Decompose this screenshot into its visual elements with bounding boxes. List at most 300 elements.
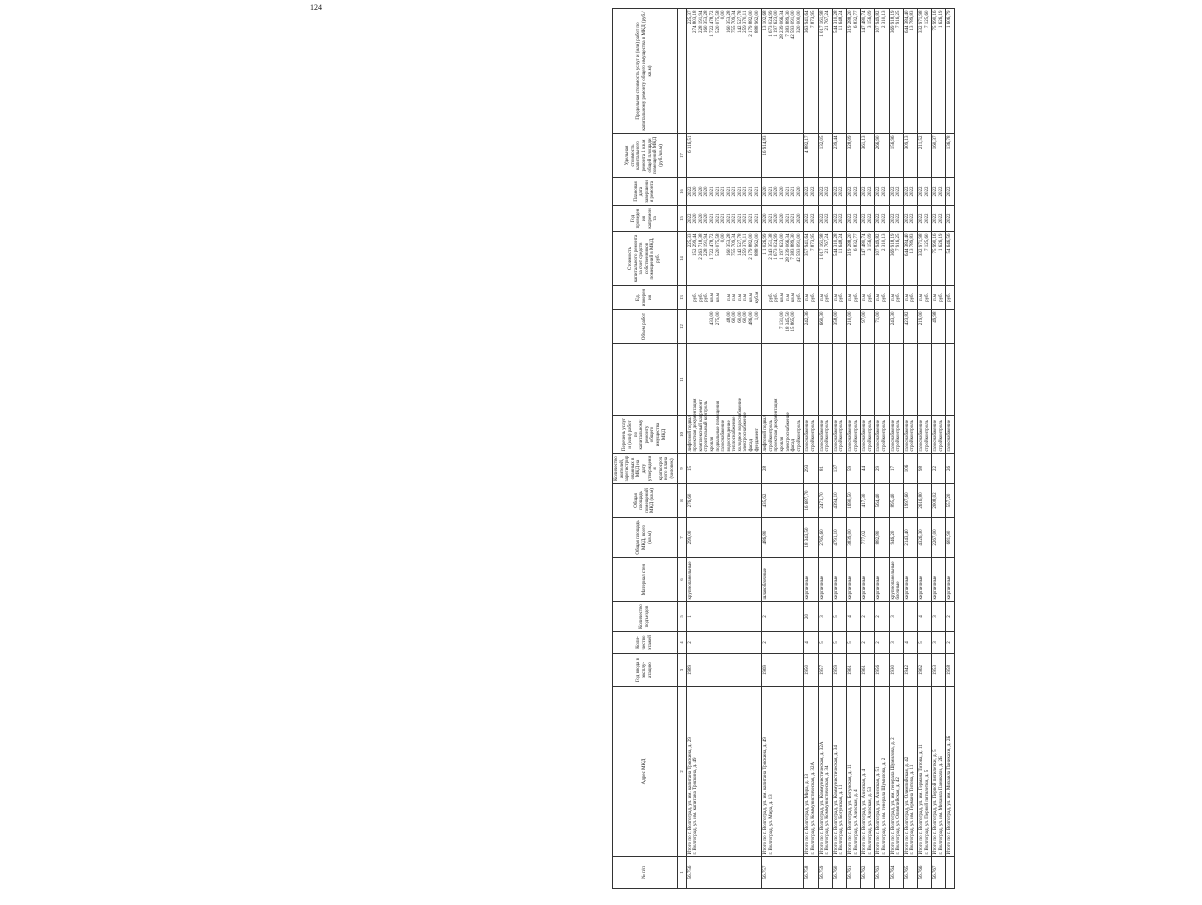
unit-line: п.м — [904, 293, 910, 302]
unit-line: п.м — [890, 293, 896, 302]
repair-year — [861, 206, 875, 232]
works-list-line: стройконтроль — [896, 420, 902, 452]
repair-cost-line: 42 593 091,00 — [796, 233, 802, 263]
plan-date-line: 2022 — [825, 186, 831, 197]
year-built: 1957 — [818, 654, 832, 687]
works-list-line: фасад — [791, 438, 797, 452]
work-volume-line: 486,00 — [749, 311, 755, 326]
plan-date-line: 2022 — [867, 186, 873, 197]
works-list-line: электроснабжение — [743, 412, 749, 452]
unit — [686, 286, 762, 310]
column-number: 11 — [677, 344, 686, 416]
unit — [846, 286, 860, 310]
limit-cost — [903, 9, 917, 134]
works-list — [903, 416, 917, 454]
works-list-line: фундамент — [754, 428, 760, 452]
empty-cell — [917, 344, 931, 416]
address-cell — [875, 687, 889, 857]
plan-date-line: 2021 — [732, 186, 738, 197]
table-row — [917, 9, 931, 889]
repair-cost-line: 3 156,09 — [867, 233, 873, 251]
repair-year-line: 2021 — [726, 213, 732, 224]
floors: 3 — [932, 632, 946, 654]
plan-date-line: 2022 — [896, 186, 902, 197]
wall-material: кирпичные — [932, 558, 946, 602]
plan-date — [832, 178, 846, 206]
repair-cost-line: 6 832,77 — [853, 233, 859, 251]
header-cell: Удельная стоимость капитального ремонта 1 кв.м общей площади помещений МКД (руб./кв.м) — [613, 134, 678, 178]
work-volume-line: 60,00 — [737, 311, 743, 323]
limit-cost — [861, 9, 875, 134]
unit-line: кв.м — [780, 292, 786, 303]
plan-date-line: 2020 — [780, 186, 786, 197]
plan-date-line: 2020 — [796, 186, 802, 197]
repair-year-line: 2020 — [698, 213, 704, 224]
plan-date-line: 2022 — [847, 186, 853, 197]
residents: 98 — [917, 454, 931, 484]
work-volume-line — [797, 312, 803, 342]
limit-cost — [846, 9, 860, 134]
entrances: 1 — [686, 602, 762, 632]
repair-cost-line: 7 125,60 — [924, 233, 930, 251]
works-list-line: газоснабжение — [819, 419, 825, 452]
works-list — [875, 416, 889, 454]
work-volume-line: 242,36 — [805, 311, 811, 326]
unit-cost: 4 882,17 — [804, 134, 818, 178]
work-volume — [804, 310, 818, 344]
column-number: 7 — [677, 518, 686, 558]
residents: 293 — [804, 454, 818, 484]
repair-year-line: 2020 — [704, 213, 710, 224]
repair-year-line: 2022 — [904, 213, 910, 224]
limit-cost-line: 75 990,16 — [933, 10, 939, 31]
address-cell — [889, 687, 903, 857]
repair-year-line: 2022 — [862, 213, 868, 224]
rotated-table-container — [612, 9, 1202, 889]
repair-cost-line: 2 310,13 — [881, 233, 887, 251]
address-cell — [686, 687, 762, 857]
works-list-line: газоснабжение — [933, 419, 939, 452]
limit-cost-line: 11 648,24 — [839, 10, 845, 31]
limit-cost-line: 644 384,40 — [904, 10, 910, 33]
work-volume — [818, 310, 832, 344]
unit-line: руб. — [947, 293, 953, 302]
rooms-area: 2616,80 — [917, 484, 931, 518]
header-cell: Коли-чество этажей — [613, 632, 678, 654]
table-row — [762, 9, 804, 889]
wall-material: кирпичные — [818, 558, 832, 602]
limit-cost — [932, 9, 946, 134]
address-cell-line: Итого по г. Волгоград, ул. Коммунистическая, д. 34 — [833, 745, 839, 855]
repair-cost-line: 11 648,24 — [839, 233, 845, 254]
work-volume-line — [947, 312, 953, 342]
unit-line: руб. — [704, 293, 710, 302]
plan-date — [946, 178, 955, 206]
works-list-line: подвальные помещения — [715, 400, 721, 452]
plan-date-line: 2021 — [785, 186, 791, 197]
work-volume-line — [825, 312, 831, 342]
works-list-line: стройконтроль — [811, 420, 816, 452]
limit-cost — [832, 9, 846, 134]
limit-cost-line: 755 709,34 — [732, 10, 738, 33]
unit-line: п.м — [918, 293, 924, 302]
address-cell-line: Итого по г. Волгоград, ул. Азизская, д. 4 — [862, 769, 868, 855]
floors: 2 — [861, 632, 875, 654]
unit-line: руб. — [774, 293, 780, 302]
limit-cost-line: 13 789,83 — [910, 10, 916, 31]
repair-cost — [846, 232, 860, 286]
unit-line: кв.м — [749, 292, 755, 303]
works-list-line: лифтовой подвал — [763, 415, 769, 452]
column-number: 13 — [677, 286, 686, 310]
repair-year-line: 2022 — [876, 213, 882, 224]
work-volume-line — [910, 312, 916, 342]
repair-year-line: 2022 — [687, 213, 693, 224]
works-list-line: стройконтроль — [938, 420, 944, 452]
row-number: 56.766 — [917, 857, 931, 889]
unit-line: руб. — [693, 293, 699, 302]
unit-line: руб. — [811, 293, 816, 302]
header-cell: Плановая дата завершения ремонта — [613, 178, 678, 206]
header-cell: Стоимость капитального ремонта за счет средств собственников помещений в МКД, руб. — [613, 232, 678, 286]
repair-cost — [875, 232, 889, 286]
column-number: 6 — [677, 558, 686, 602]
plan-date — [917, 178, 931, 206]
work-volume-line: 71,00 — [876, 311, 882, 323]
works-list — [889, 416, 903, 454]
entrances: 2 — [946, 602, 955, 632]
repair-year-line: 2021 — [715, 213, 721, 224]
works-list — [861, 416, 875, 454]
plan-date — [686, 178, 762, 206]
repair-cost-line: 142 527,78 — [737, 233, 743, 256]
limit-cost-line: 147 480,74 — [862, 10, 868, 33]
limit-cost-line: 369 918,19 — [890, 10, 896, 33]
year-built: 1961 — [846, 654, 860, 687]
repair-cost — [861, 232, 875, 286]
column-number: 4 — [677, 632, 686, 654]
repair-cost-line: 7 873,95 — [811, 233, 816, 251]
repair-year-line: 2022 — [839, 213, 845, 224]
limit-cost-line: 332 971,98 — [918, 10, 924, 33]
plan-date-line: 2022 — [938, 186, 944, 197]
unit-line: руб. — [825, 293, 831, 302]
repair-cost — [903, 232, 917, 286]
works-list — [932, 416, 946, 454]
year-built: 1969 — [762, 654, 804, 687]
work-volume-line: 243,30 — [890, 311, 896, 326]
address-cell-line: Итого по г. Волгоград, ул. Мира, д. 13 — [805, 774, 811, 855]
unit-line: руб. — [698, 293, 704, 302]
repair-year-line: 2020 — [796, 213, 802, 224]
unit-line: п.м — [847, 293, 853, 302]
repair-year-line: 2021 — [791, 213, 797, 224]
entrances: 3 — [889, 602, 903, 632]
repair-year — [762, 206, 804, 232]
limit-cost-line: 1 606,79 — [947, 10, 953, 28]
works-list-line: газоснабжение — [904, 419, 910, 452]
residents: 137 — [832, 454, 846, 484]
works-list-line: стройконтроль — [924, 420, 930, 452]
floors: 5 — [917, 632, 931, 654]
address-cell — [917, 687, 931, 857]
residents: 15 — [686, 454, 762, 484]
repair-cost-line: 13 789,83 — [910, 233, 916, 254]
entrances — [903, 602, 917, 632]
row-number: 56.761 — [846, 857, 860, 889]
plan-date — [861, 178, 875, 206]
repair-cost-line: 225,33 — [687, 233, 693, 248]
row-number: 56.767 — [932, 857, 946, 889]
repair-year-line: 2021 — [768, 213, 774, 224]
unit-line: руб. — [867, 293, 873, 302]
works-list — [804, 416, 818, 454]
total-area: 486,80 — [762, 518, 804, 558]
repair-cost-line: 7 383 889,30 — [791, 233, 797, 260]
unit-line: п.м — [833, 293, 839, 302]
works-list-line: стройконтроль — [796, 420, 802, 452]
column-number: 14 — [677, 232, 686, 286]
unit-line: п.м — [819, 293, 825, 302]
repair-cost — [946, 232, 955, 286]
residents: 44 — [861, 454, 875, 484]
limit-cost-line: 7 383 889,30 — [785, 10, 791, 37]
repair-year-line: 2021 — [709, 213, 715, 224]
repair-cost — [917, 232, 931, 286]
header-cell: Количество жителей, зарегистрированных в МКД на дату утверждения краткосрочного плана (человек) — [613, 454, 678, 484]
table-row — [875, 9, 889, 889]
plan-date-line: 2022 — [805, 186, 811, 197]
floors: 5 — [846, 632, 860, 654]
plan-date-line: 2020 — [704, 186, 710, 197]
limit-cost — [917, 9, 931, 134]
plan-date — [875, 178, 889, 206]
repair-cost-line: 0,00 — [721, 233, 727, 243]
limit-cost-line: 888 962,00 — [754, 10, 760, 33]
rooms-area: 1997,60 — [903, 484, 917, 518]
header-cell: Предельная стоимость услуг и (или) работ по капитальному ремонту общего имущества в МКД (руб./кв.м) — [613, 9, 678, 134]
works-list — [818, 416, 832, 454]
repair-year — [832, 206, 846, 232]
limit-cost-line: 274 803,18 — [693, 10, 699, 33]
repair-cost-line: 160 353,28 — [726, 233, 732, 256]
unit-cost: 6 116,51 — [686, 134, 762, 178]
unit-cost: 266,90 — [875, 134, 889, 178]
repair-cost-line: 544 310,28 — [833, 233, 839, 256]
work-volume-line: 97,00 — [862, 311, 868, 323]
works-list-line: газоснабжение — [918, 419, 924, 452]
works-list — [917, 416, 931, 454]
unit-line: руб. — [839, 293, 845, 302]
limit-cost-line: 1 017 161,98 — [819, 10, 825, 37]
plan-date-line: 2021 — [754, 186, 760, 197]
entrances: 5 — [832, 602, 846, 632]
column-number: 17 — [677, 134, 686, 178]
plan-date — [932, 178, 946, 206]
floors: 4 — [903, 632, 917, 654]
address-cell — [861, 687, 875, 857]
works-list-line: кровля — [709, 436, 715, 452]
repair-year-line: 2021 — [785, 213, 791, 224]
wall-material: крупнопанельные блочные — [889, 558, 903, 602]
plan-date-line: 2022 — [853, 186, 859, 197]
entrances: 2 — [762, 602, 804, 632]
works-list-line: водоотведение — [726, 420, 732, 452]
unit-line: кв.м — [715, 292, 721, 303]
limit-cost-line: 28 239 066,34 — [780, 10, 786, 40]
repair-year-line: 2020 — [780, 213, 786, 224]
work-volume-line: 60,00 — [732, 311, 738, 323]
repair-year — [917, 206, 931, 232]
unit — [818, 286, 832, 310]
repair-year-line: 2022 — [938, 213, 944, 224]
table-row — [889, 9, 903, 889]
work-volume-line: 358,00 — [833, 311, 839, 326]
residents: 17 — [889, 454, 903, 484]
rooms-area: 417,30 — [861, 484, 875, 518]
column-number: 15 — [677, 206, 686, 232]
column-number: 5 — [677, 602, 686, 632]
work-volume — [903, 310, 917, 344]
floors: 3 — [889, 632, 903, 654]
entrances: 20 — [804, 602, 818, 632]
plan-date — [818, 178, 832, 206]
residents: 29 — [875, 454, 889, 484]
repair-year-line: 2022 — [933, 213, 939, 224]
unit-cost: 309,13 — [903, 134, 917, 178]
repair-cost-line: 152 299,44 — [693, 233, 699, 256]
limit-cost-line: 160 353,28 — [726, 10, 732, 33]
year-built: 1958 — [946, 654, 955, 687]
unit-line: руб. — [924, 293, 930, 302]
address-cell-line: г. Волгоград, ул. Коммунистическая, д. 34 — [825, 765, 831, 855]
address-cell — [846, 687, 860, 857]
work-volume-line: 18 345,50 — [785, 311, 791, 332]
work-volume — [917, 310, 931, 344]
work-volume-line: 60,00 — [743, 311, 749, 323]
work-volume-line: 433,00 — [709, 311, 715, 326]
repair-cost-line: 888 962,00 — [754, 233, 760, 256]
repair-cost-line: 520 075,58 — [715, 233, 721, 256]
empty-cell — [932, 344, 946, 416]
works-list-line: газоснабжение — [721, 419, 727, 452]
limit-cost-line: 2 179 882,00 — [749, 10, 755, 37]
unit — [946, 286, 955, 310]
repair-cost — [832, 232, 846, 286]
header-cell: Год ввода в эксплу-атацию — [613, 654, 678, 687]
repair-year-line: 2022 — [947, 213, 953, 224]
work-volume — [875, 310, 889, 344]
repair-cost-line: 644 384,40 — [904, 233, 910, 256]
limit-cost-line: 7 916,25 — [896, 10, 902, 28]
works-list-line: фасад — [749, 438, 755, 452]
plan-date-line: 2021 — [709, 186, 715, 197]
repair-cost-line: 1 722 478,72 — [709, 233, 715, 260]
address-cell — [932, 687, 946, 857]
works-list-line: электроснабжение — [785, 412, 791, 452]
unit-line: п.м — [737, 293, 743, 302]
floors: 2 — [762, 632, 804, 654]
plan-date-line: 2021 — [743, 186, 749, 197]
limit-cost-line: 6 832,77 — [853, 10, 859, 28]
plan-date-line: 2022 — [839, 186, 845, 197]
address-cell-line: Итого по г. Волгоград, ул. им. капитана Тряскина, д. 49 — [763, 737, 769, 855]
column-number: 8 — [677, 484, 686, 518]
unit-line: руб. — [896, 293, 902, 302]
unit-cost: 160,37 — [932, 134, 946, 178]
plan-date — [762, 178, 804, 206]
plan-date-line: 2021 — [715, 186, 721, 197]
plan-date-line: 2021 — [791, 186, 797, 197]
works-list — [846, 416, 860, 454]
table-row — [846, 9, 860, 889]
plan-date-line: 2022 — [910, 186, 916, 197]
wall-material: кирпичные — [846, 558, 860, 602]
work-volume-line: 423,82 — [904, 311, 910, 326]
row-number: 56.763 — [875, 857, 889, 889]
header-cell: Ед. измерения — [613, 286, 678, 310]
unit-cost: 132,05 — [818, 134, 832, 178]
unit-line: руб. — [853, 293, 859, 302]
repair-cost-line: 75 990,16 — [933, 233, 939, 254]
work-volume — [861, 310, 875, 344]
works-list-line: стройконтроль — [881, 420, 887, 452]
works-list-line: стройконтроль — [910, 420, 916, 452]
column-number: 3 — [677, 654, 686, 687]
floors: 4 — [804, 632, 818, 654]
unit-cost: 328,09 — [846, 134, 860, 178]
plan-date — [846, 178, 860, 206]
work-volume-line — [882, 312, 888, 342]
works-list-line: лифтовой подвал — [687, 415, 693, 452]
empty-cell — [818, 344, 832, 416]
work-volume — [846, 310, 860, 344]
repair-year — [889, 206, 903, 232]
total-area: 2143,40 — [903, 518, 917, 558]
work-volume — [686, 310, 762, 344]
plan-date-line: 2022 — [947, 186, 953, 197]
plan-date-line: 2021 — [726, 186, 732, 197]
unit-line: кв.м — [791, 292, 797, 303]
unit-line: п.м — [743, 293, 749, 302]
repair-year-line: 2021 — [737, 213, 743, 224]
work-volume-line: 219,00 — [918, 311, 924, 326]
repair-year-line: 2022 — [847, 213, 853, 224]
row-number: 56.760 — [832, 857, 846, 889]
entrances: 2 — [861, 602, 875, 632]
plan-date-line: 2022 — [933, 186, 939, 197]
repair-year — [903, 206, 917, 232]
repair-year-line: 2022 — [825, 213, 831, 224]
header-cell: Год проведения капремонта — [613, 206, 678, 232]
plan-date-line: 2022 — [881, 186, 887, 197]
total-area: 2765,60 — [818, 518, 832, 558]
address-cell-line: г. Волгоград, ул. Коммунистическая, д. 32А — [811, 761, 816, 855]
address-cell-line: г. Волгоград, ул. им. Михаила Паникахи, д. 2Б — [938, 756, 944, 855]
table-row — [903, 9, 917, 889]
work-volume-line: 15 865,00 — [791, 311, 797, 332]
floors: 2 — [946, 632, 955, 654]
work-volume-line: 49,98 — [933, 311, 939, 323]
total-area: 882,80 — [875, 518, 889, 558]
works-list-line: стройконтроль — [853, 420, 859, 452]
row-number: 56.759 — [818, 857, 832, 889]
address-cell-line: г. Волгоград, ул. им. генерала Шумилова, д. 2 — [881, 757, 887, 855]
repair-cost-line: 755 709,34 — [732, 233, 738, 256]
address-cell — [946, 687, 955, 857]
header-cell: Общая площадь помещений МКД (кв.м) — [613, 484, 678, 518]
works-list-line: стройконтроль — [867, 420, 873, 452]
